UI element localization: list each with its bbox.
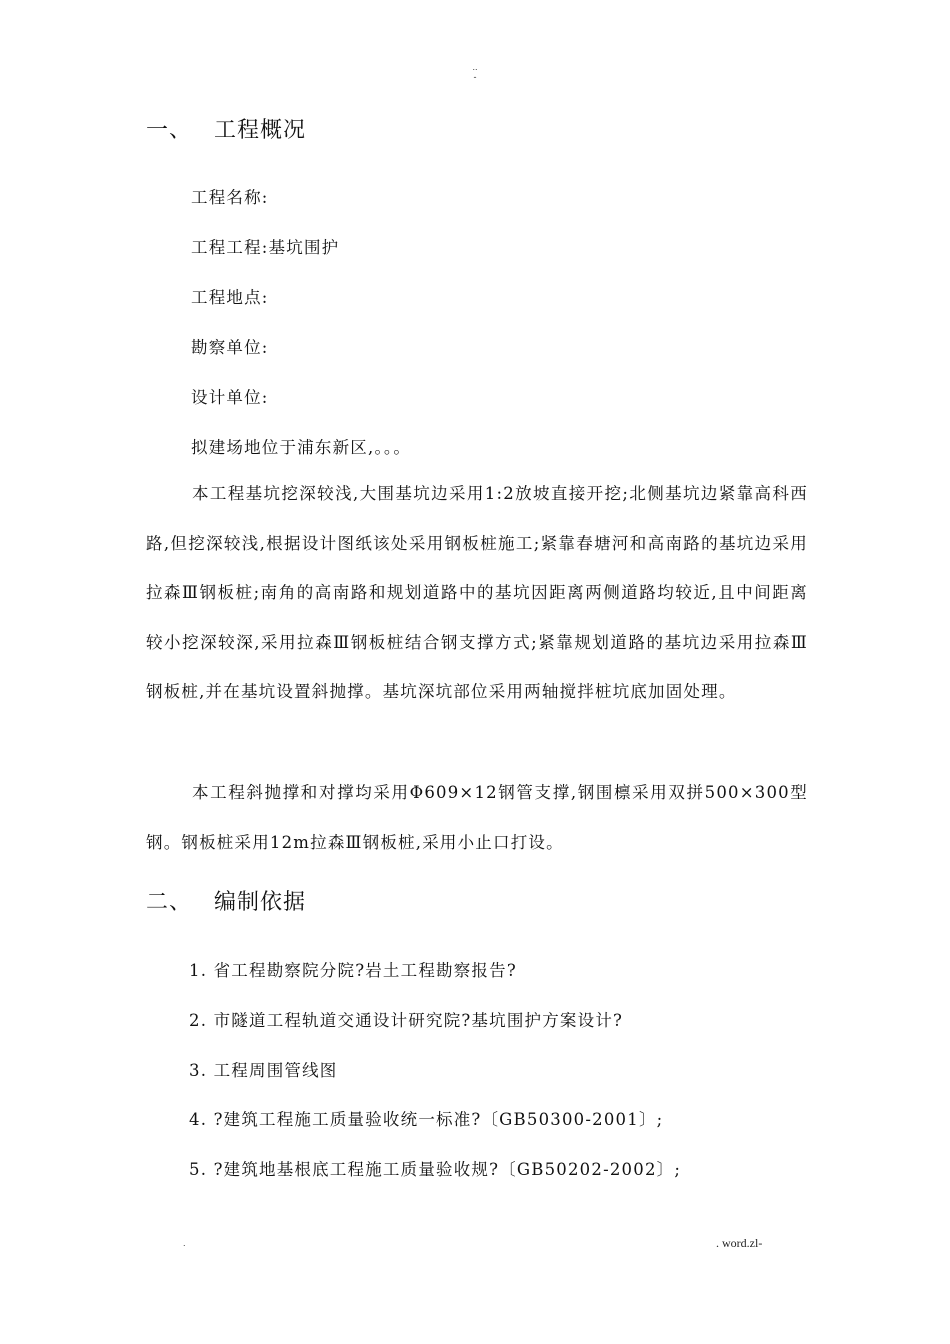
header-mark-dots: .. [472, 62, 478, 72]
overview-paragraph-1: 本工程基坑挖深较浅,大围基坑边采用1:2放坡直接开挖;北侧基坑边紧靠高科西路,但挖深较浅,根据设计图纸该处采用钢板桩施工;紧靠春塘河和高南路的基坑边采用拉森Ⅲ钢板桩;南角的高南路和规划道路中的基坑因距离两侧道路均较近,且中间距离较小挖深较深,采用拉森Ⅲ钢板桩结合钢支撑方式;紧靠规划道路的基坑边采用拉森Ⅲ钢板桩,并在基坑设置斜抛撑。基坑深坑部位采用两轴搅拌桩坑底加固处理。 [146, 484, 808, 702]
section-heading-overview [146, 113, 306, 144]
field-project-name: 工程名称: [191, 188, 269, 207]
field-survey-unit: 勘察单位: [191, 338, 269, 357]
field-project-item: 工程工程:基坑围护 [191, 238, 340, 257]
section-number: 二、 [146, 890, 193, 915]
site-location-text: 拟建场地位于浦东新区,。。。 [191, 438, 412, 457]
footer-left-mark: . [183, 1238, 186, 1248]
basis-list-item: 4. ?建筑工程施工质量验收统一标准?〔GB50300-2001〕; [189, 1110, 664, 1129]
footer-source-text: . word.zl- [716, 1236, 763, 1250]
header-mark [0, 62, 950, 82]
basis-list-item: 3. 工程周围管线图 [189, 1061, 338, 1080]
overview-paragraph-2: 本工程斜抛撑和对撑均采用Φ609×12钢管支撑,钢围檩采用双拼500×300型钢。钢板桩采用12m拉森Ⅲ钢板桩,采用小止口打设。 [146, 783, 808, 852]
section-heading-basis [146, 885, 306, 916]
field-project-location: 工程地点: [191, 288, 269, 307]
basis-list-item: 2. 市隧道工程轨道交通设计研究院?基坑围护方案设计? [189, 1011, 624, 1030]
section-title: 工程概况 [214, 118, 307, 143]
header-mark-dash: - [473, 72, 477, 82]
basis-list-item: 5. ?建筑地基根底工程施工质量验收规?〔GB50202-2002〕; [189, 1160, 682, 1179]
field-design-unit: 设计单位: [191, 388, 269, 407]
basis-list-item: 1. 省工程勘察院分院?岩土工程勘察报告? [189, 961, 517, 980]
section-title: 编制依据 [214, 890, 307, 915]
section-number: 一、 [146, 118, 193, 143]
